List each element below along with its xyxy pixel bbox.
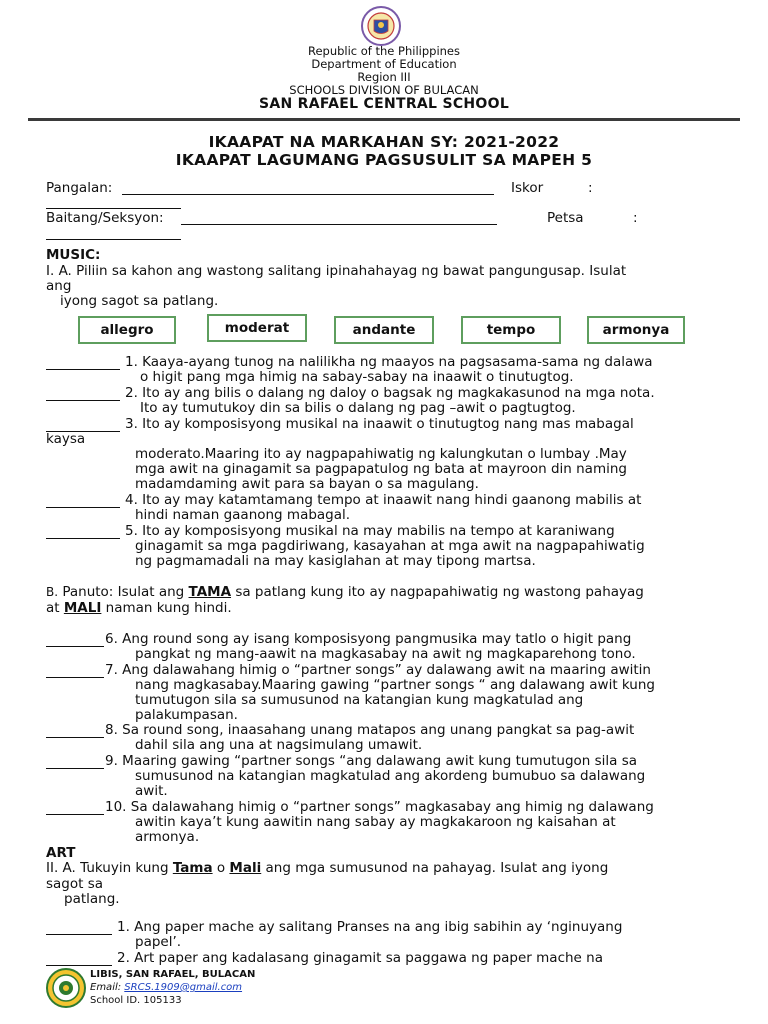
footer-address: LIBIS, SAN RAFAEL, BULACAN [90, 969, 256, 980]
music-item-10: 10. Sa dalawahang himig o “partner songs” magkasabay ang himig ng dalawang [105, 799, 654, 815]
art-answer-blank-2[interactable] [46, 953, 112, 966]
music-item-3-cont-3: madamdaming awit para sa bayan o sa magulang. [135, 476, 479, 492]
music-item-3-cont-2: mga awit na ginagamit sa pagpapatulog ng bata at mayroon din naming [135, 461, 627, 477]
art-instruction-3: patlang. [64, 891, 120, 907]
score-colon: : [588, 180, 593, 196]
music-item-4-cont: hindi naman gaanong mabagal. [135, 507, 351, 523]
music-item-7-cont-3: palakumpasan. [135, 707, 238, 723]
region-line: Region III [357, 70, 411, 84]
answer-blank-7[interactable] [46, 665, 104, 678]
date-label: Petsa [547, 210, 584, 226]
section-field-continuation[interactable] [46, 227, 181, 240]
header-divider [28, 118, 740, 121]
deped-seal-icon [355, 6, 407, 46]
choice-box-moderat: moderat [207, 314, 307, 342]
art-instruction-1 [46, 860, 608, 876]
art-item-1: 1. Ang paper mache ay salitang Pranses na ang ibig sabihin ay ‘nginuyang [117, 919, 623, 935]
exam-title-line2: IKAAPAT LAGUMANG PAGSUSULIT SA MAPEH 5 [175, 151, 593, 169]
art-instr-text-1: II. A. Tukuyin kung [46, 860, 173, 876]
mali-keyword: MALI [63, 600, 102, 616]
music-item-9: 9. Maaring gawing “partner songs “ang dalawang awit kung tumutugon sila sa [105, 753, 638, 769]
music-item-7-cont-2: tumutugon sila sa sumusunod na katangian kung magkatulad ang [135, 692, 584, 708]
footer-email-line [90, 982, 242, 994]
music-item-9-cont-2: awit. [135, 783, 168, 799]
art-heading: ART [46, 845, 76, 861]
republic-line: Republic of the Philippines [307, 44, 461, 58]
music-item-1: 1. Kaaya-ayang tunog na nalilikha ng maayos na pagsasama-sama ng dalawa [125, 354, 653, 370]
choice-box-tempo: tempo [461, 316, 561, 344]
music-item-4: 4. Ito ay may katamtamang tempo at inaawit nang hindi gaanong mabilis at [125, 492, 642, 508]
art-tama-keyword: Tama [172, 860, 213, 876]
footer-email-label: Email: [90, 982, 125, 993]
answer-blank-10[interactable] [46, 802, 104, 815]
part-b-prefix: B. [46, 585, 59, 599]
music-item-2-cont: Ito ay tumutukoy din sa bilis o dalang ng pag –awit o pagtugtog. [140, 400, 576, 416]
answer-blank-5[interactable] [46, 526, 120, 539]
school-logo-icon [46, 968, 86, 1008]
answer-blank-1[interactable] [46, 357, 120, 370]
section-label: Baitang/Seksyon: [46, 210, 164, 226]
art-mali-keyword: Mali [229, 860, 262, 876]
music-instruction-2: ang [46, 278, 72, 294]
art-instruction-2: sagot sa [46, 876, 104, 892]
division-line: SCHOOLS DIVISION OF BULACAN [289, 83, 479, 97]
music-item-7-cont-1: nang magkasabay.Maaring gawing “partner songs “ ang dalawang awit kung [135, 677, 655, 693]
answer-blank-8[interactable] [46, 725, 104, 738]
part-b-instruction-1 [46, 584, 644, 600]
footer-email-link[interactable]: SRCS.1909@gmail.com [124, 982, 243, 993]
music-item-5: 5. Ito ay komposisyong musikal na may mabilis na tempo at karaniwang [125, 523, 615, 539]
art-answer-blank-1[interactable] [46, 922, 112, 935]
music-item-8: 8. Sa round song, inaasahang unang matapos ang unang pangkat sa pag-awit [105, 722, 635, 738]
choice-box-allegro: allegro [78, 316, 176, 344]
answer-blank-2[interactable] [46, 388, 120, 401]
answer-blank-4[interactable] [46, 495, 120, 508]
music-heading: MUSIC: [46, 247, 101, 263]
music-instruction-1: I. A. Piliin sa kahon ang wastong salitang ipinahahayag ng bawat pangungusap. Isulat [46, 263, 627, 279]
music-item-3-cont-1: moderato.Maaring ito ay nagpapahiwatig ng kalungkutan o lumbay .May [135, 446, 627, 462]
music-item-3-wrap: kaysa [46, 431, 86, 447]
music-item-3: 3. Ito ay komposisyong musikal na inaawit o tinutugtog nang mas mabagal [125, 416, 634, 432]
tama-keyword: TAMA [188, 584, 232, 600]
name-label: Pangalan: [46, 180, 113, 196]
music-item-8-cont: dahil sila ang una at nagsimulang umawit. [135, 737, 423, 753]
footer-school-id: School ID. 105133 [90, 995, 182, 1006]
music-instruction-3: iyong sagot sa patlang. [60, 293, 219, 309]
music-item-9-cont-1: sumusunod na katangian magkatulad ang akordeng bumubuo sa dalawang [135, 768, 646, 784]
score-label: Iskor [511, 180, 544, 196]
department-line: Department of Education [311, 57, 457, 71]
music-item-10-cont-2: armonya. [135, 829, 200, 845]
part-b-text-3: at [46, 600, 64, 616]
art-item-2: 2. Art paper ang kadalasang ginagamit sa paggawa ng paper mache na [117, 950, 603, 966]
music-item-6: 6. Ang round song ay isang komposisyong pangmusika may tatlo o higit pang [105, 631, 632, 647]
choice-box-andante: andante [334, 316, 434, 344]
answer-blank-6[interactable] [46, 634, 104, 647]
music-item-2: 2. Ito ay ang bilis o dalang ng daloy o bagsak ng magkakasunod na mga nota. [125, 385, 655, 401]
music-item-7: 7. Ang dalawahang himig o “partner songs” ay dalawang awit na maaring awitin [105, 662, 651, 678]
part-b-text-1: Panuto: Isulat ang [58, 584, 189, 600]
art-or-word: o [212, 860, 230, 876]
name-field[interactable] [122, 182, 494, 195]
part-b-instruction-2 [46, 600, 232, 616]
exam-title-line1: IKAAPAT NA MARKAHAN SY: 2021-2022 [208, 133, 560, 151]
school-name: SAN RAFAEL CENTRAL SCHOOL [258, 96, 510, 112]
music-item-1-cont: o higit pang mga himig na sabay-sabay na inaawit o tinutugtog. [140, 369, 574, 385]
music-item-10-cont-1: awitin kaya’t kung aawitin nang sabay ay magkakaroon ng kaisahan at [135, 814, 616, 830]
music-item-5-cont-1: ginagamit sa mga pagdiriwang, kasayahan at mga awit na nagpapahiwatig [135, 538, 645, 554]
name-field-continuation[interactable] [46, 196, 181, 209]
choice-box-armonya: armonya [587, 316, 685, 344]
part-b-text-4: naman kung hindi. [101, 600, 232, 616]
answer-blank-9[interactable] [46, 756, 104, 769]
date-colon: : [633, 210, 638, 226]
section-field[interactable] [181, 212, 497, 225]
part-b-text-2: sa patlang kung ito ay nagpapahiwatig ng wastong pahayag [231, 584, 644, 600]
music-item-5-cont-2: ng pagmamadali na may kasiglahan at may tipong martsa. [135, 553, 536, 569]
music-item-6-cont: pangkat ng mang-aawit na magkasabay na awit ng magkaparehong tono. [135, 646, 636, 662]
art-item-1-cont: papel’. [135, 934, 182, 950]
art-instr-text-2: ang mga sumusunod na pahayag. Isulat ang iyong [261, 860, 609, 876]
